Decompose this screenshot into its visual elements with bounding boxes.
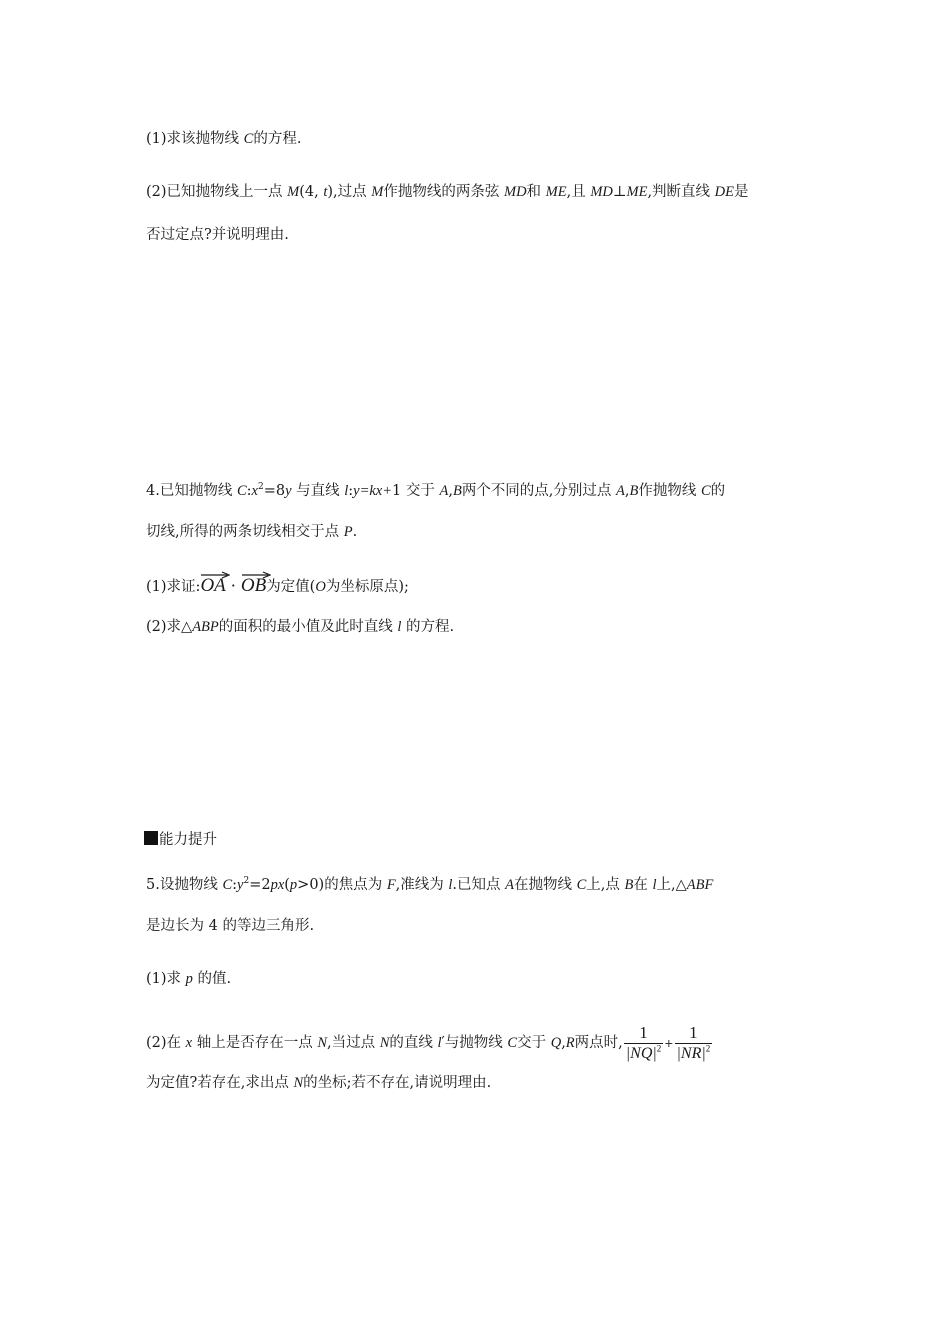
var-A: A xyxy=(616,483,625,499)
text: 的值. xyxy=(192,971,232,987)
section-title: 能力提升 xyxy=(159,832,217,848)
text: 在 xyxy=(633,877,653,893)
text: 交于 xyxy=(517,1035,551,1051)
var-ABP: ABP xyxy=(192,619,219,635)
text: 交于 xyxy=(401,483,440,499)
var-C: C xyxy=(236,483,247,499)
text: 的方程. xyxy=(401,619,455,635)
var-l: l xyxy=(344,483,349,499)
vector-OA xyxy=(200,572,225,596)
fraction-1-over-NR xyxy=(675,1023,713,1064)
prime-symbol: ′ xyxy=(441,1035,445,1051)
black-square-icon xyxy=(144,831,158,845)
var-N: N xyxy=(293,1075,304,1091)
var-ME: ME xyxy=(626,184,648,200)
text: (2)在 xyxy=(146,1035,186,1051)
var-A: A xyxy=(505,877,514,893)
text: 的坐标;若不存在,请说明理由. xyxy=(303,1075,492,1091)
text: 是 xyxy=(734,184,749,200)
var-O: O xyxy=(315,579,326,595)
vector-OB xyxy=(241,572,266,596)
var-N: N xyxy=(317,1035,327,1051)
numerator: 1 xyxy=(689,1022,698,1042)
var-C: C xyxy=(243,131,254,147)
text: ( xyxy=(284,877,290,893)
text: ),过点 xyxy=(327,184,372,200)
var-y: y xyxy=(285,483,292,499)
text: 为坐标原点); xyxy=(325,579,409,595)
text: 上,点 xyxy=(586,877,625,893)
text: 4.已知抛物线 xyxy=(146,483,237,499)
q4-part1 xyxy=(146,572,409,597)
text: 在抛物线 xyxy=(514,877,577,893)
var-l: l xyxy=(448,877,453,893)
var-M: M xyxy=(287,184,300,200)
var-C: C xyxy=(576,877,587,893)
text: (1)求证: xyxy=(146,579,201,595)
q5-line1 xyxy=(146,875,713,895)
exponent: 2 xyxy=(705,1043,711,1054)
text: ,当过点 xyxy=(326,1035,380,1051)
text: 与直线 xyxy=(291,483,345,499)
q5-line2 xyxy=(146,916,314,936)
var-B: B xyxy=(629,483,639,499)
var-B: B xyxy=(452,483,462,499)
text: , xyxy=(448,483,453,499)
denominator xyxy=(675,1043,713,1064)
text: 的 xyxy=(710,483,726,499)
q4-line1 xyxy=(146,481,725,501)
exponent: 2 xyxy=(656,1043,662,1054)
var-ME: ME xyxy=(545,184,567,200)
text: 作抛物线的两条弦 xyxy=(383,184,504,200)
var-F: F xyxy=(386,877,396,893)
text: : xyxy=(232,877,238,893)
text: : xyxy=(348,483,354,499)
var-N: N xyxy=(379,1035,390,1051)
text: 1 xyxy=(392,483,402,499)
exponent: 2 xyxy=(243,876,250,887)
var-y: y xyxy=(237,877,244,893)
var-t: t xyxy=(323,184,328,200)
text: >0)的焦点为 xyxy=(297,877,387,893)
text: 切线,所得的两条切线相交于点 xyxy=(146,524,344,540)
text: 两个不同的点,分别过点 xyxy=(461,483,617,499)
denominator xyxy=(624,1043,664,1064)
abs-NQ: |NQ| xyxy=(625,1044,657,1062)
q3-part1-tail: 的方程. xyxy=(253,131,302,147)
vector-label: OB xyxy=(240,575,267,596)
var-R: R xyxy=(565,1035,575,1051)
text: 的直线 xyxy=(389,1035,438,1051)
perp-symbol: ⊥ xyxy=(612,184,627,200)
text: 与抛物线 xyxy=(444,1035,508,1051)
var-M: M xyxy=(371,184,384,200)
text: 是边长为 4 的等边三角形. xyxy=(146,918,315,934)
text: .已知点 xyxy=(452,877,506,893)
q5-part2-line2 xyxy=(146,1073,491,1093)
var-px: px xyxy=(270,877,285,893)
equation: y=kx+ xyxy=(353,483,393,499)
text: 轴上是否存在一点 xyxy=(192,1035,318,1051)
var-A: A xyxy=(439,483,449,499)
var-p: p xyxy=(289,877,298,893)
var-MD: MD xyxy=(503,184,527,200)
q3-part1 xyxy=(146,129,301,149)
abs-NR: |NR| xyxy=(676,1044,706,1062)
var-l: l xyxy=(652,877,657,893)
text: 两点时, xyxy=(574,1035,623,1051)
q5-part2-line1 xyxy=(146,1018,713,1069)
text: . xyxy=(352,524,358,540)
var-l: l xyxy=(437,1035,442,1051)
text: (4, xyxy=(299,184,324,200)
text: ,且 xyxy=(566,184,591,200)
text: =8 xyxy=(263,483,286,499)
var-C: C xyxy=(700,483,711,499)
text: 为定值?若存在,求出点 xyxy=(146,1075,294,1091)
text: , xyxy=(624,483,630,499)
text: 5.设抛物线 xyxy=(146,877,223,893)
var-B: B xyxy=(624,877,634,893)
var-P: P xyxy=(343,524,353,540)
text: 和 xyxy=(526,184,546,200)
var-ABF: ABF xyxy=(686,877,714,893)
var-Q: Q xyxy=(550,1035,562,1051)
text: 的面积的最小值及此时直线 xyxy=(218,619,398,635)
q4-part2 xyxy=(146,617,454,637)
q3-part2-line1 xyxy=(146,182,749,202)
text: 为定值( xyxy=(266,579,316,595)
exponent: 2 xyxy=(257,482,264,493)
text: , xyxy=(561,1035,566,1051)
text: (2)求△ xyxy=(146,619,193,635)
var-DE: DE xyxy=(714,184,735,200)
var-p: p xyxy=(185,971,193,987)
fraction-1-over-NQ xyxy=(624,1023,664,1064)
text: : xyxy=(246,483,252,499)
var-C: C xyxy=(507,1035,518,1051)
var-l: l xyxy=(397,619,402,635)
text: 作抛物线 xyxy=(638,483,701,499)
text: (1)求 xyxy=(146,971,186,987)
var-MD: MD xyxy=(590,184,613,200)
section-heading xyxy=(144,830,217,850)
var-C: C xyxy=(222,877,233,893)
plus-operator: + xyxy=(664,1037,674,1050)
var-x: x xyxy=(251,483,258,499)
q5-part1 xyxy=(146,969,231,989)
q3-part2-line2 xyxy=(146,225,289,245)
text: =2 xyxy=(249,877,271,893)
text: 上,△ xyxy=(656,877,687,893)
text: (2)已知抛物线上一点 xyxy=(146,184,288,200)
q4-line2 xyxy=(146,522,357,542)
q3-part1-lead: (1)求该抛物线 xyxy=(146,131,244,147)
text: 否过定点?并说明理由. xyxy=(146,227,289,243)
text: ,判断直线 xyxy=(647,184,715,200)
dot-operator: · xyxy=(230,576,236,595)
numerator: 1 xyxy=(639,1022,648,1042)
vector-label: OA xyxy=(200,575,226,596)
var-x: x xyxy=(185,1035,193,1051)
text: ,准线为 xyxy=(395,877,449,893)
